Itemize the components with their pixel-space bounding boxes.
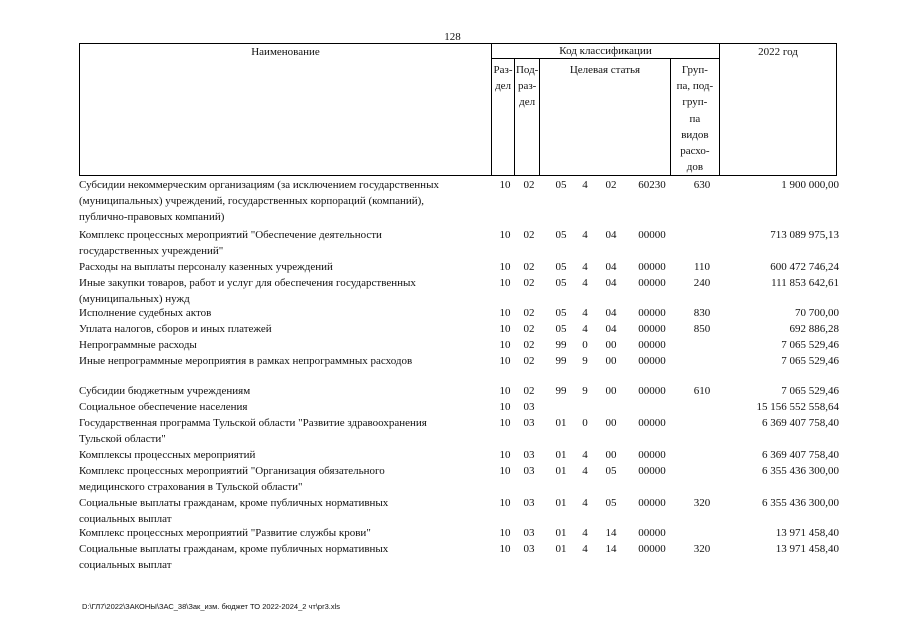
row-vid-raskhodov: 610 [693, 385, 711, 397]
row-name [79, 463, 491, 495]
row-name-line: публично-правовых компаний) [79, 211, 225, 223]
row-cs-program: 99 [555, 339, 567, 351]
row-amount: 713 089 975,13 [770, 229, 839, 241]
row-cs-subprogram: 00 [605, 449, 617, 461]
row-podrazdel: 02 [523, 307, 535, 319]
table-row [79, 383, 839, 399]
row-name-line: государственных учреждений" [79, 245, 224, 257]
row-cs-subprogram: 04 [605, 277, 617, 289]
row-name [79, 321, 491, 337]
row-name [79, 227, 491, 259]
row-vid-raskhodov: 110 [693, 261, 711, 273]
row-name [79, 383, 491, 399]
table-row [79, 495, 839, 527]
row-razdel: 10 [499, 385, 511, 397]
row-name-line: Субсидии некоммерческим организациям (за исключением государственных [79, 179, 439, 191]
row-cs-program: 01 [555, 527, 567, 539]
file-path-footer: D:\ГЛ7\2022\ЗАКОНЫ\ЗАС_38\Зак_изм. бюджет ТО 2022-2024_2 чт\pr3.xls [82, 602, 341, 611]
row-cs-direction: 00000 [638, 385, 666, 397]
row-name [79, 259, 491, 275]
row-name-line: Субсидии бюджетным учреждениям [79, 385, 251, 397]
row-podrazdel: 03 [523, 497, 535, 509]
row-cs-type: 4 [582, 179, 588, 191]
row-name-line: Социальное обеспечение населения [79, 401, 248, 413]
row-razdel: 10 [499, 277, 511, 289]
row-razdel: 10 [499, 497, 511, 509]
row-name-line: медицинского страхования в Тульской области" [79, 481, 303, 493]
row-amount: 7 065 529,46 [781, 355, 839, 367]
row-razdel: 10 [499, 179, 511, 191]
row-cs-program: 05 [555, 179, 567, 191]
row-cs-type: 4 [582, 497, 588, 509]
row-name-line: Социальные выплаты гражданам, кроме публичных нормативных [79, 543, 389, 555]
row-razdel: 10 [499, 339, 511, 351]
row-cs-subprogram: 02 [605, 179, 617, 191]
row-cs-direction: 00000 [638, 527, 666, 539]
row-cs-program: 01 [555, 449, 567, 461]
page-number: 128 [444, 31, 461, 43]
row-cs-program: 01 [555, 497, 567, 509]
row-name-line: социальных выплат [79, 513, 172, 525]
row-cs-type: 4 [582, 543, 588, 555]
row-razdel: 10 [499, 229, 511, 241]
header-classification-code: Код классификации [492, 44, 720, 59]
header-razdel: Раз- дел [492, 59, 515, 176]
row-vid-raskhodov: 830 [693, 307, 711, 319]
row-razdel: 10 [499, 449, 511, 461]
row-cs-subprogram: 04 [605, 323, 617, 335]
row-cs-program: 05 [555, 307, 567, 319]
table-row [79, 525, 839, 541]
row-razdel: 10 [499, 543, 511, 555]
row-name [79, 415, 491, 447]
row-cs-type: 9 [582, 355, 588, 367]
row-cs-program: 01 [555, 417, 567, 429]
row-name-line: Государственная программа Тульской области "Развитие здравоохранения [79, 417, 427, 429]
row-razdel: 10 [499, 307, 511, 319]
row-amount: 111 853 642,61 [771, 277, 839, 289]
row-cs-subprogram: 04 [605, 307, 617, 319]
row-name-line: (муниципальных) учреждений, государственных корпораций (компаний), [79, 195, 425, 207]
row-cs-subprogram: 05 [605, 497, 617, 509]
row-cs-direction: 00000 [638, 497, 666, 509]
row-name-line: социальных выплат [79, 559, 172, 571]
row-cs-program: 01 [555, 465, 567, 477]
row-podrazdel: 02 [523, 179, 535, 191]
row-cs-direction: 00000 [638, 261, 666, 273]
header-vid-raskhodov: Груп- па, под- груп- па видов расхо- дов [670, 59, 719, 176]
row-razdel: 10 [499, 401, 511, 413]
row-cs-program: 05 [555, 277, 567, 289]
row-name [79, 177, 491, 225]
row-podrazdel: 03 [523, 543, 535, 555]
row-name-line: Уплата налогов, сборов и иных платежей [79, 323, 272, 335]
row-cs-direction: 00000 [638, 323, 666, 335]
table-row [79, 463, 839, 495]
row-name-line: Расходы на выплаты персоналу казенных учреждений [79, 261, 333, 273]
row-podrazdel: 02 [523, 277, 535, 289]
row-amount: 6 369 407 758,40 [762, 449, 839, 461]
row-name [79, 399, 491, 415]
row-name [79, 495, 491, 527]
row-vid-raskhodov: 320 [693, 543, 711, 555]
row-name-line: (муниципальных) нужд [79, 293, 190, 305]
row-cs-direction: 00000 [638, 465, 666, 477]
row-cs-type: 4 [582, 229, 588, 241]
row-cs-program: 05 [555, 229, 567, 241]
table-row [79, 321, 839, 337]
row-cs-direction: 00000 [638, 307, 666, 319]
row-cs-type: 4 [582, 465, 588, 477]
row-name-line: Комплексы процессных мероприятий [79, 449, 256, 461]
row-name-line: Социальные выплаты гражданам, кроме публичных нормативных [79, 497, 389, 509]
table-row [79, 305, 839, 321]
row-cs-type: 4 [582, 449, 588, 461]
row-name [79, 305, 491, 321]
row-cs-type: 4 [582, 261, 588, 273]
row-cs-type: 4 [582, 277, 588, 289]
row-amount: 600 472 746,24 [770, 261, 839, 273]
row-razdel: 10 [499, 417, 511, 429]
row-cs-direction: 00000 [638, 417, 666, 429]
row-name [79, 275, 491, 307]
row-vid-raskhodov: 240 [693, 277, 711, 289]
row-podrazdel: 03 [523, 401, 535, 413]
row-name-line: Иные непрограммные мероприятия в рамках непрограммных расходов [79, 355, 413, 367]
row-cs-program: 99 [555, 385, 567, 397]
row-name-line: Комплекс процессных мероприятий "Организация обязательного [79, 465, 385, 477]
header-podrazdel: Под- раз- дел [515, 59, 540, 176]
header-name-column: Наименование [80, 44, 492, 176]
row-podrazdel: 02 [523, 261, 535, 273]
row-cs-type: 4 [582, 527, 588, 539]
table-header [79, 43, 837, 176]
row-cs-program: 05 [555, 323, 567, 335]
row-razdel: 10 [499, 355, 511, 367]
row-cs-direction: 00000 [638, 355, 666, 367]
row-name-line: Иные закупки товаров, работ и услуг для обеспечения государственных [79, 277, 416, 289]
row-cs-direction: 60230 [638, 179, 666, 191]
row-cs-type: 4 [582, 323, 588, 335]
row-amount: 6 355 436 300,00 [762, 465, 839, 477]
row-cs-subprogram: 14 [605, 527, 617, 539]
row-razdel: 10 [499, 261, 511, 273]
row-cs-direction: 00000 [638, 543, 666, 555]
table-row [79, 399, 839, 415]
row-name [79, 353, 491, 369]
row-amount: 6 369 407 758,40 [762, 417, 839, 429]
row-vid-raskhodov: 850 [693, 323, 711, 335]
row-cs-program: 01 [555, 543, 567, 555]
row-cs-program: 05 [555, 261, 567, 273]
row-amount: 1 900 000,00 [781, 179, 839, 191]
row-amount: 7 065 529,46 [781, 339, 839, 351]
row-razdel: 10 [499, 465, 511, 477]
row-cs-subprogram: 05 [605, 465, 617, 477]
table-row [79, 353, 839, 369]
row-razdel: 10 [499, 527, 511, 539]
row-amount: 6 355 436 300,00 [762, 497, 839, 509]
table-row [79, 227, 839, 259]
row-name-line: Тульской области" [79, 433, 166, 445]
row-vid-raskhodov: 630 [693, 179, 711, 191]
row-name [79, 541, 491, 573]
row-cs-type: 0 [582, 417, 588, 429]
table-row [79, 275, 839, 307]
row-name-line: Комплекс процессных мероприятий "Развитие службы крови" [79, 527, 371, 539]
row-name-line: Непрограммные расходы [79, 339, 197, 351]
row-amount: 692 886,28 [789, 323, 839, 335]
row-cs-type: 0 [582, 339, 588, 351]
row-cs-type: 9 [582, 385, 588, 397]
row-cs-subprogram: 04 [605, 261, 617, 273]
table-row [79, 177, 839, 225]
row-amount: 13 971 458,40 [775, 543, 839, 555]
table-row [79, 447, 839, 463]
row-name-line: Исполнение судебных актов [79, 307, 212, 319]
table-row [79, 541, 839, 573]
row-podrazdel: 02 [523, 385, 535, 397]
row-razdel: 10 [499, 323, 511, 335]
row-cs-subprogram: 00 [605, 355, 617, 367]
row-cs-direction: 00000 [638, 229, 666, 241]
table-row [79, 415, 839, 447]
row-name [79, 525, 491, 541]
header-year-column: 2022 год [720, 44, 837, 176]
row-podrazdel: 02 [523, 355, 535, 367]
row-amount: 7 065 529,46 [781, 385, 839, 397]
row-name-line: Комплекс процессных мероприятий "Обеспечение деятельности [79, 229, 382, 241]
row-amount: 15 156 552 558,64 [756, 401, 839, 413]
row-cs-program: 99 [555, 355, 567, 367]
row-podrazdel: 03 [523, 417, 535, 429]
row-podrazdel: 03 [523, 527, 535, 539]
row-cs-direction: 00000 [638, 277, 666, 289]
table-row [79, 337, 839, 353]
row-cs-subprogram: 00 [605, 417, 617, 429]
row-name [79, 447, 491, 463]
row-podrazdel: 02 [523, 229, 535, 241]
row-cs-subprogram: 04 [605, 229, 617, 241]
row-cs-subprogram: 00 [605, 385, 617, 397]
row-cs-direction: 00000 [638, 339, 666, 351]
row-podrazdel: 02 [523, 323, 535, 335]
row-podrazdel: 02 [523, 339, 535, 351]
row-podrazdel: 03 [523, 449, 535, 461]
row-cs-subprogram: 14 [605, 543, 617, 555]
row-amount: 13 971 458,40 [775, 527, 839, 539]
row-cs-type: 4 [582, 307, 588, 319]
row-cs-subprogram: 00 [605, 339, 617, 351]
row-cs-direction: 00000 [638, 449, 666, 461]
header-celevaya-statya: Целевая статья [540, 59, 671, 176]
row-amount: 70 700,00 [795, 307, 839, 319]
row-podrazdel: 03 [523, 465, 535, 477]
row-name [79, 337, 491, 353]
row-vid-raskhodov: 320 [693, 497, 711, 509]
table-row [79, 259, 839, 275]
